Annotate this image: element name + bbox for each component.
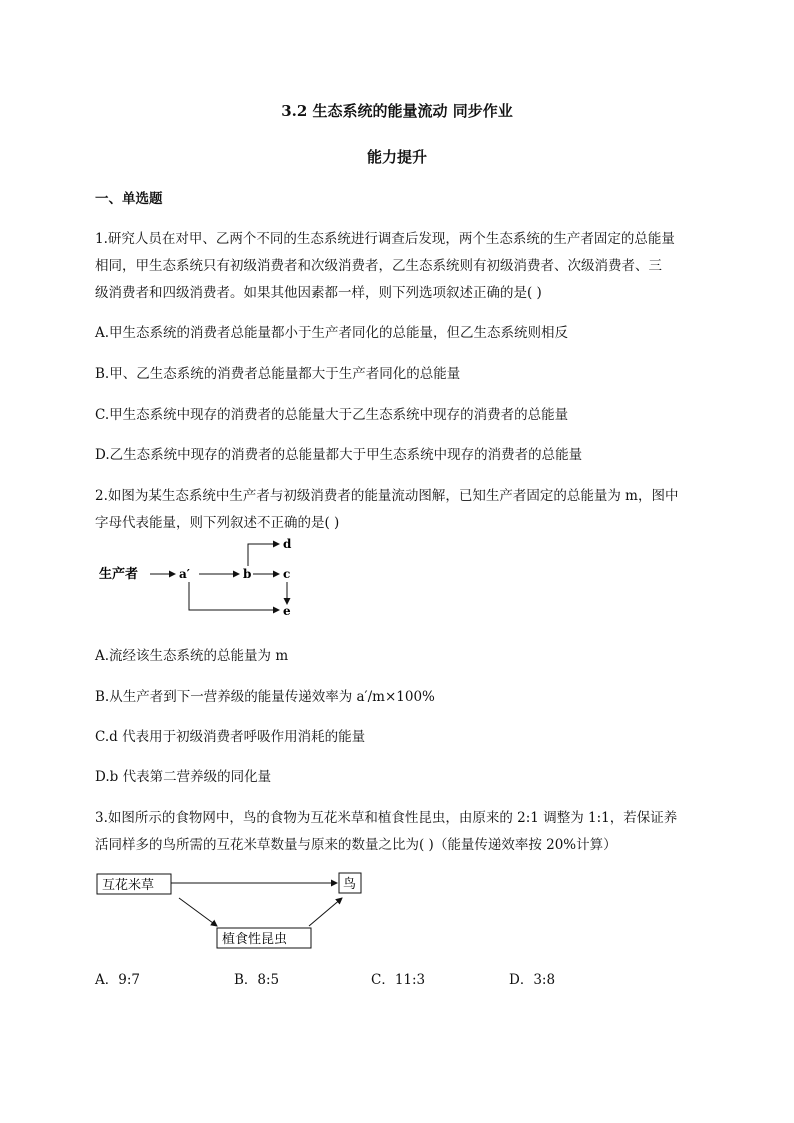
q3-option-d: D．3:8 [509,972,556,988]
q2-option-a: A.流经该生态系统的总能量为 m [95,648,289,664]
q1-stem-line-3: 级消费者和四级消费者。如果其他因素都一样，则下列选项叙述正确的是( ) [95,285,542,301]
q3-option-a: A．9:7 [95,972,140,988]
q1-stem-line-2: 相同，甲生态系统只有初级消费者和次级消费者，乙生态系统则有初级消费者、次级消费者、三 [95,258,662,274]
q3-stem-line-2: 活同样多的鸟所需的互花米草数量与原来的数量之比为( )（能量传递效率按 20%计算） [95,837,617,853]
energy-flow-diagram [95,532,315,618]
arrow-insect-to-bird [309,898,342,926]
q2-option-d: D.b 代表第二营养级的同化量 [95,769,272,785]
diagram-node-e: e [283,604,291,618]
diagram-node-c: c [283,567,291,581]
q3-option-b: B．8:5 [234,972,280,988]
q1-option-c: C.甲生态系统中现存的消费者的总能量大于乙生态系统中现存的消费者的总能量 [95,407,569,423]
q1-option-a: A.甲生态系统的消费者总能量都小于生产者同化的总能量，但乙生态系统则相反 [95,325,569,341]
q1-option-d: D.乙生态系统中现存的消费者的总能量都大于甲生态系统中现存的消费者的总能量 [95,447,583,463]
insect-label: 植食性昆虫 [222,932,288,947]
diagram-producer-label: 生产者 [99,567,139,582]
q3-option-c: C．11:3 [371,972,426,988]
diagram-node-b: b [243,567,252,581]
grass-label: 互花米草 [102,878,155,893]
q1-stem-line-1: 1.研究人员在对甲、乙两个不同的生态系统进行调查后发现，两个生态系统的生产者固定的总能量 [95,231,675,247]
document-subtitle: 能力提升 [366,148,427,166]
arrow-b-to-d [248,544,279,566]
arrow-a-to-e [189,582,279,610]
diagram-node-d: d [283,537,292,551]
section-heading: 一、单选题 [95,191,163,207]
arrow-grass-to-insect [179,898,217,926]
q1-option-b: B.甲、乙生态系统的消费者总能量都大于生产者同化的总能量 [95,366,461,382]
q3-stem-line-1: 3.如图所示的食物网中，鸟的食物为互花米草和植食性昆虫，由原来的 2:1 调整为 1:1，若保证养 [95,810,678,826]
q2-option-c: C.d 代表用于初级消费者呼吸作用消耗的能量 [95,729,366,745]
q2-stem-line-1: 2.如图为某生态系统中生产者与初级消费者的能量流动图解，已知生产者固定的总能量为 m，图中 [95,488,679,504]
bird-label: 鸟 [343,877,357,892]
document-title: 3.2 生态系统的能量流动 同步作业 [281,102,513,120]
diagram-node-a: a′ [179,567,190,581]
q2-stem-line-2: 字母代表能量，则下列叙述不正确的是( ) [95,515,340,531]
q2-option-b: B.从生产者到下一营养级的能量传递效率为 a′/m×100% [95,689,435,705]
food-web-diagram [95,868,375,952]
